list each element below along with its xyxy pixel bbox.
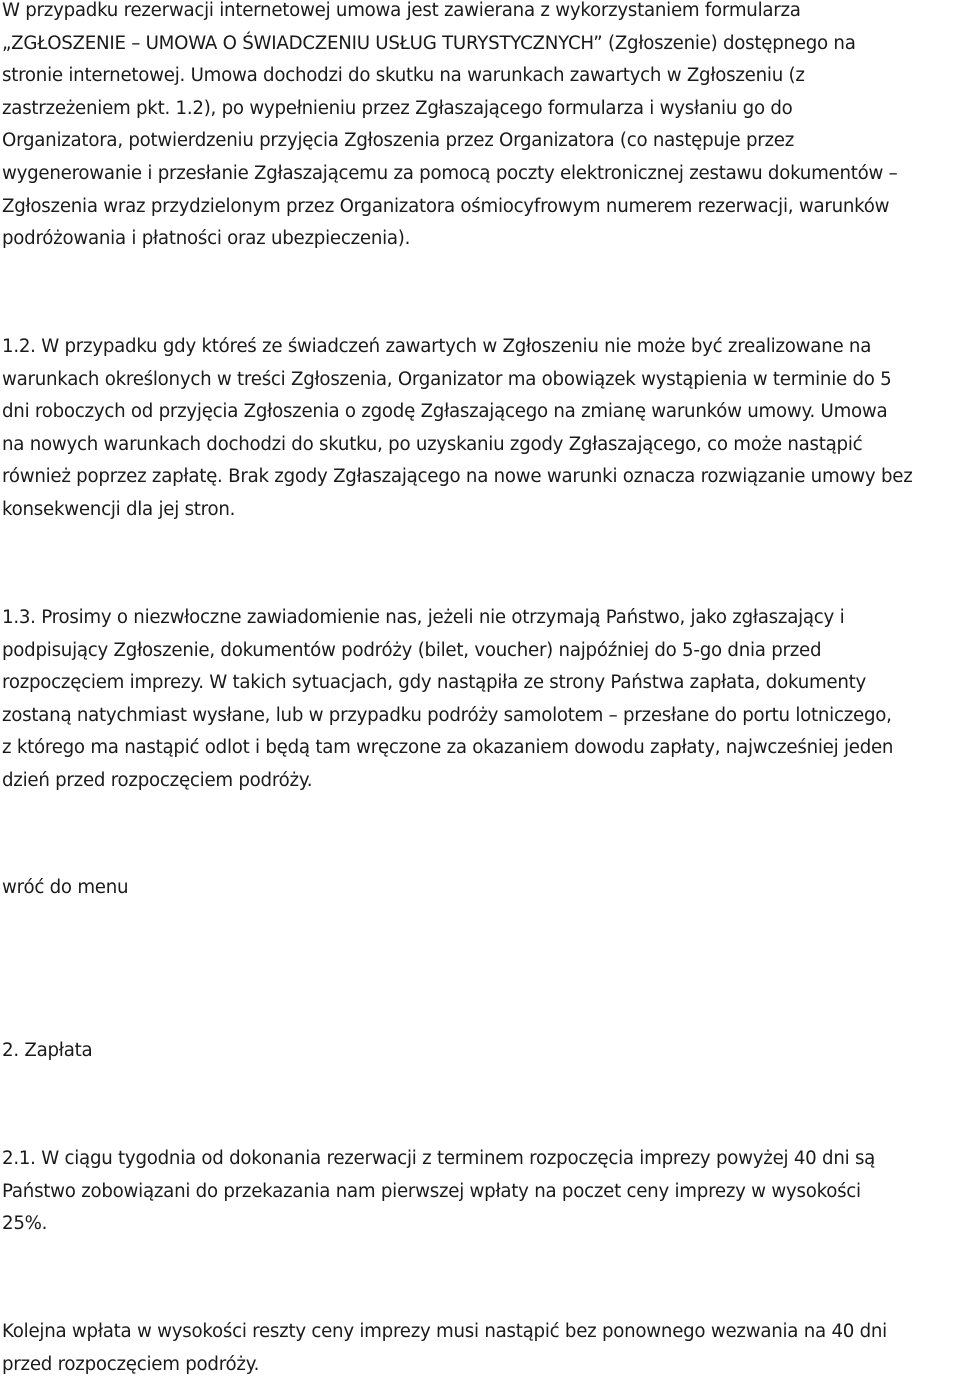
text-line: również poprzez zapłatę. Brak zgody Zgłaszającego na nowe warunki oznacza rozwiązanie umowy bez <box>2 466 913 488</box>
text-line: Państwo zobowiązani do przekazania nam pierwszej wpłaty na poczet ceny imprezy w wysokości <box>2 1180 861 1202</box>
text-line: zastrzeżeniem pkt. 1.2), po wypełnieniu przez Zgłaszającego formularza i wysłaniu go do <box>2 97 793 119</box>
text-line: z którego ma nastąpić odlot i będą tam wręczone za okazaniem dowodu zapłaty, najwcześniej jeden <box>2 737 894 759</box>
intro-paragraph <box>2 0 954 256</box>
text-line: Kolejna wpłata w wysokości reszty ceny imprezy musi nastąpić bez ponownego wezwania na 40 dni <box>2 1321 887 1342</box>
text-line: „ZGŁOSZENIE – UMOWA O ŚWIADCZENIU USŁUG TURYSTYCZNYCH” (Zgłoszenie) dostępnego na <box>2 32 856 54</box>
text-line: konsekwencji dla jej stron. <box>2 498 236 520</box>
text-line: rozpoczęciem imprezy. W takich sytuacjach, gdy nastąpiła ze strony Państwa zapłata, dokumenty <box>2 672 867 694</box>
text-line: dzień przed rozpoczęciem podróży. <box>2 769 313 791</box>
final-payment-paragraph <box>2 1316 954 1381</box>
text-line: 1.3. Prosimy o niezwłoczne zawiadomienie nas, jeżeli nie otrzymają Państwo, jako zgłaszający i <box>2 607 845 628</box>
text-line: 2.1. W ciągu tygodnia od dokonania rezerwacji z terminem rozpoczęcia imprezy powyżej 40 dni są <box>2 1148 876 1169</box>
text-line: dni roboczych od przyjęcia Zgłoszenia o zgodę Zgłaszającego na zmianę warunków umowy. Umowa <box>2 401 888 423</box>
back-to-menu-link[interactable]: wróć do menu <box>2 877 129 898</box>
text-line: podróżowania i płatności oraz ubezpieczenia). <box>2 228 411 250</box>
section-2-heading: 2. Zapłata <box>2 1040 93 1061</box>
text-line: na nowych warunkach dochodzi do skutku, po uzyskaniu zgody Zgłaszającego, co może nastąpić <box>2 433 863 455</box>
text-line: stronie internetowej. Umowa dochodzi do skutku na warunkach zawartych w Zgłoszeniu (z <box>2 65 805 87</box>
text-line: warunkach określonych w treści Zgłoszenia, Organizator ma obowiązek wystąpienia w terminie do 5 <box>2 368 892 390</box>
text-line: wygenerowanie i przesłanie Zgłaszającemu za pomocą poczty elektronicznej zestawu dokumentów – <box>2 162 898 184</box>
text-line: zostaną natychmiast wysłane, lub w przypadku podróży samolotem – przesłane do portu lotniczego, <box>2 704 892 726</box>
section-1-3-paragraph <box>2 602 954 798</box>
section-2-1-paragraph <box>2 1143 954 1241</box>
text-line: Organizatora, potwierdzeniu przyjęcia Zgłoszenia przez Organizatora (co następuje przez <box>2 130 795 152</box>
text-line: 1.2. W przypadku gdy któreś ze świadczeń zawartych w Zgłoszeniu nie może być zrealizowane na <box>2 336 872 357</box>
text-line: 25%. <box>2 1213 48 1235</box>
text-line: W przypadku rezerwacji internetowej umowa jest zawierana z wykorzystaniem formularza <box>2 0 801 21</box>
section-1-2-paragraph <box>2 331 954 527</box>
text-line: Zgłoszenia wraz przydzielonym przez Organizatora ośmiocyfrowym numerem rezerwacji, warunków <box>2 195 890 217</box>
text-line: przed rozpoczęciem podróży. <box>2 1353 260 1375</box>
text-line: podpisujący Zgłoszenie, dokumentów podróży (bilet, voucher) najpóźniej do 5-go dnia przed <box>2 639 822 661</box>
